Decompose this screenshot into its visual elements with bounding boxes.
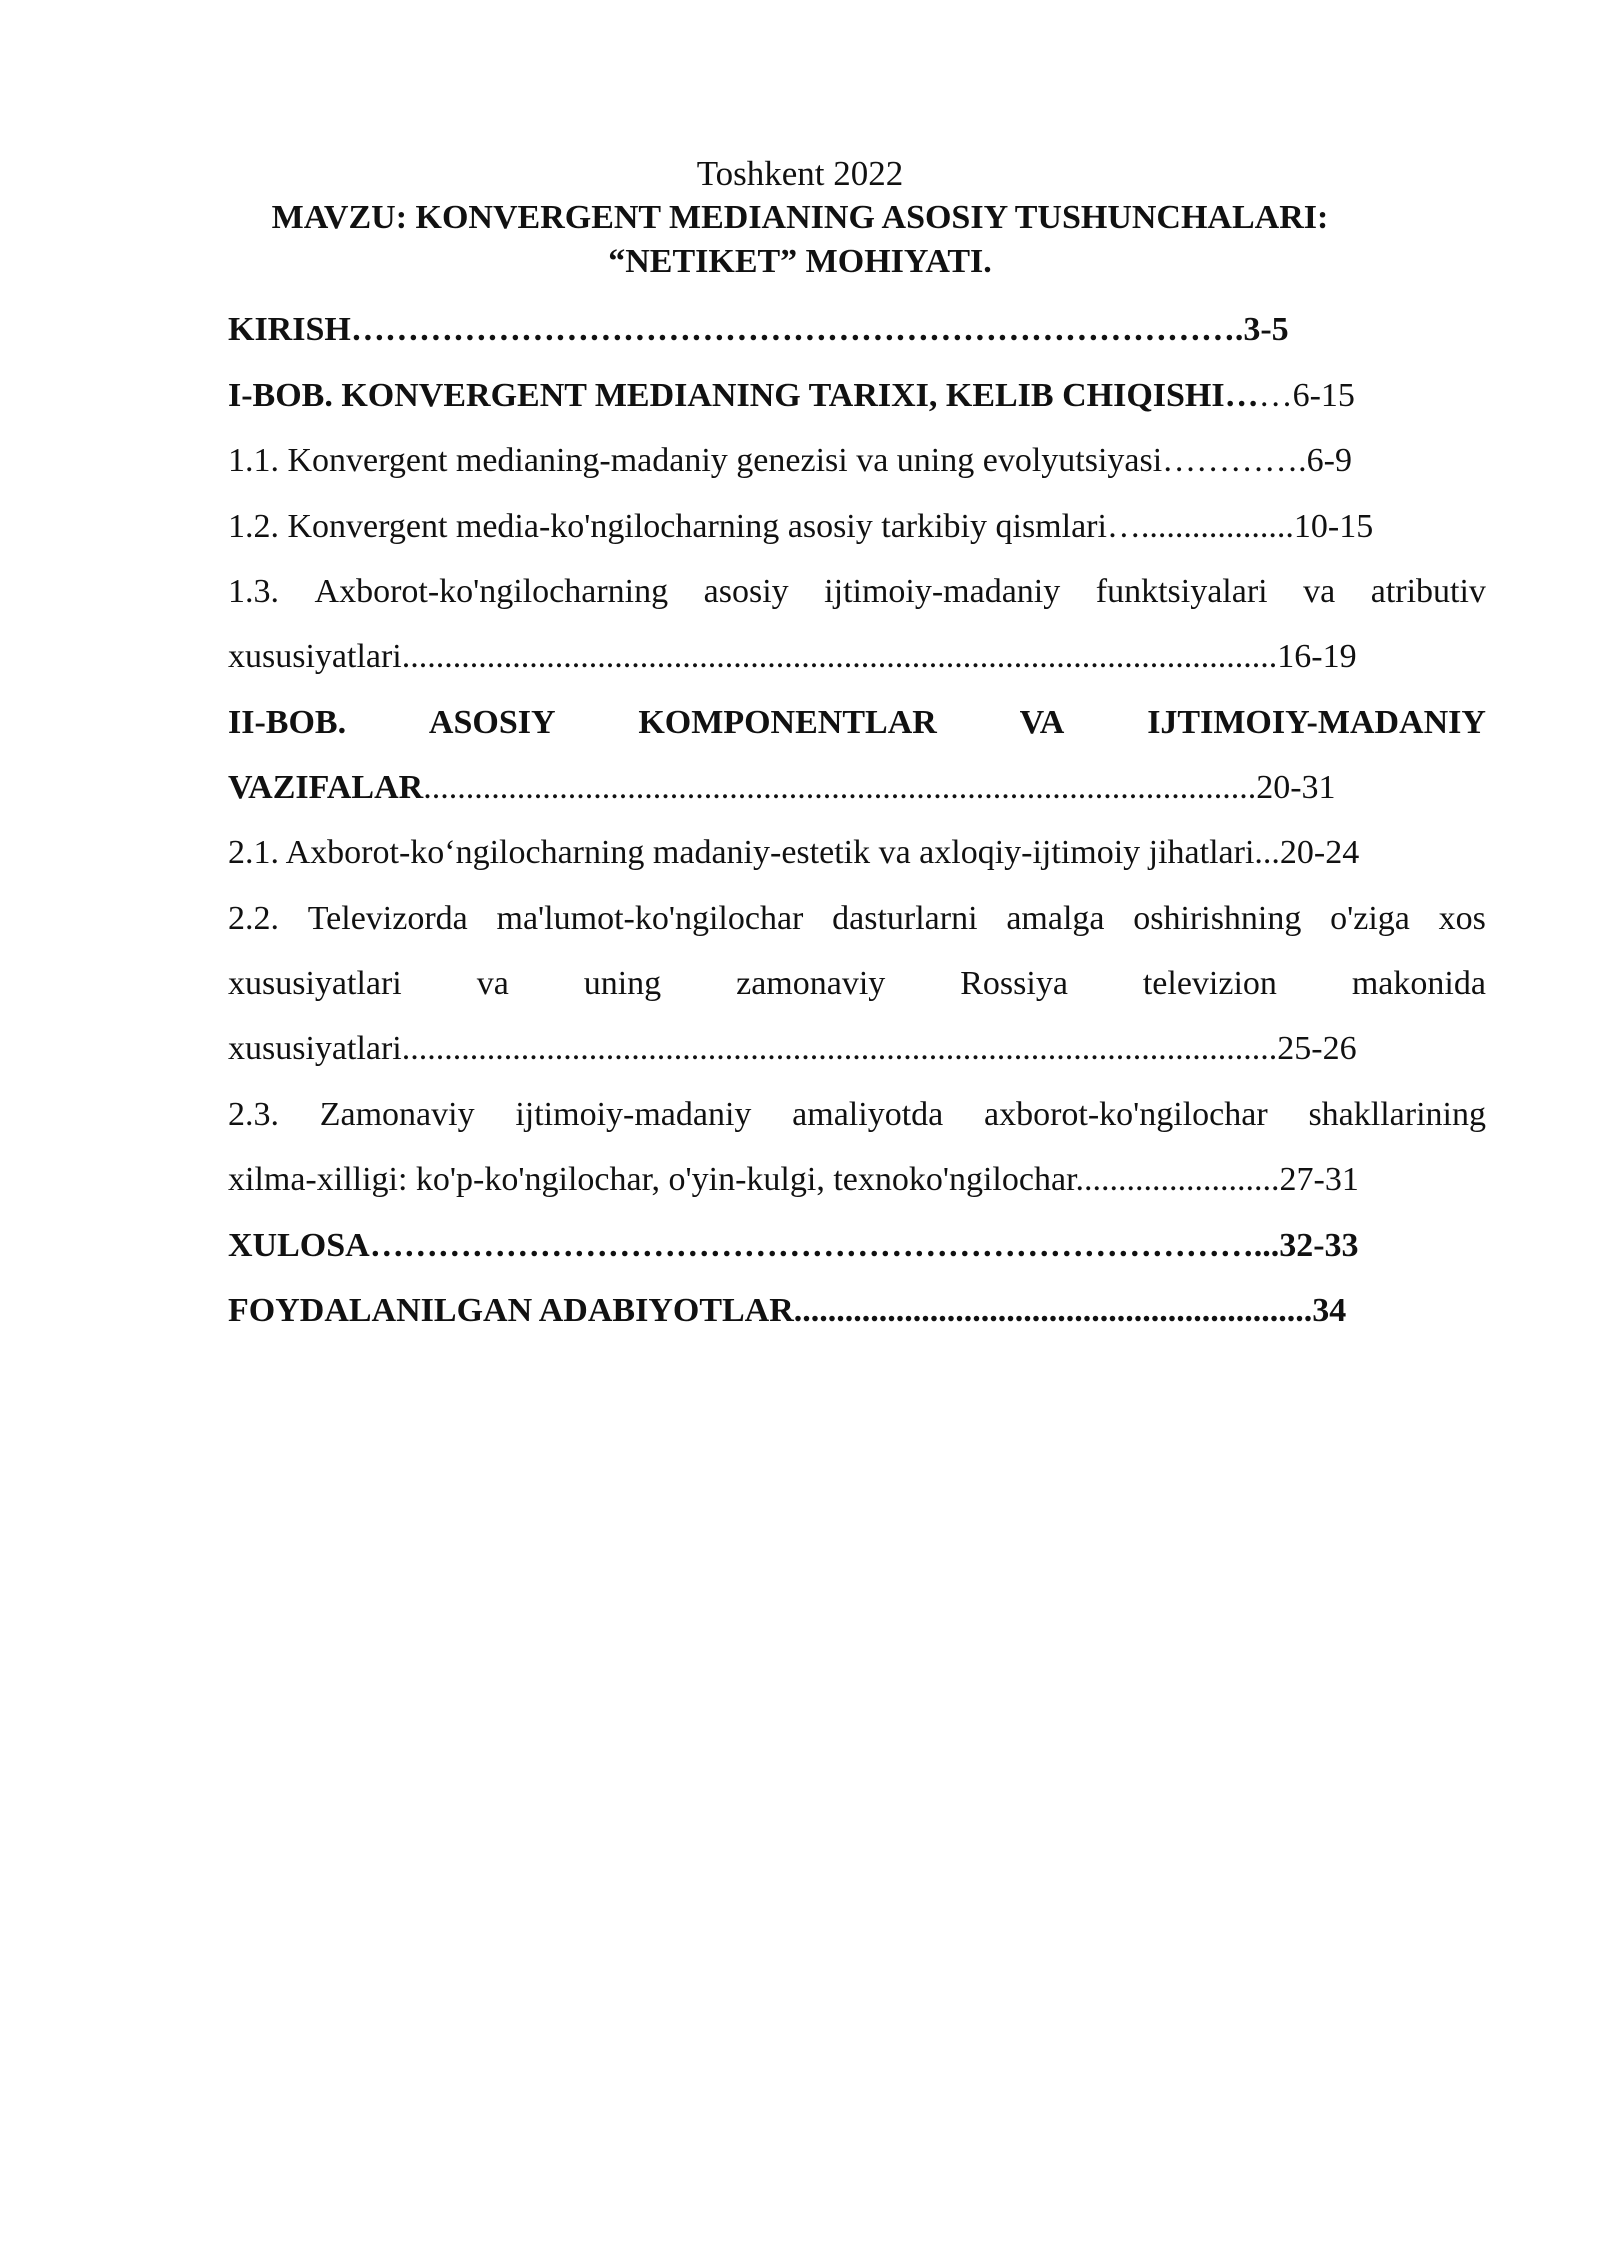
toc-word: 2.3. — [228, 1096, 279, 1133]
toc-word: amalga — [1006, 900, 1105, 937]
toc-entry-1-3-line-2: xususiyatlari.......................................................................................................16-19 — [228, 638, 1357, 675]
toc-word: shakllarining — [1308, 1096, 1486, 1133]
toc-word: ma'lumot-ko'ngilochar — [496, 900, 804, 937]
toc-word: o'ziga — [1330, 900, 1410, 937]
toc-word: va — [476, 965, 509, 1002]
toc-entry-chapter-1 — [228, 372, 1355, 420]
toc-word: oshirishning — [1133, 900, 1302, 937]
toc-word: KOMPONENTLAR — [638, 704, 937, 741]
toc-word: dasturlarni — [832, 900, 978, 937]
toc-word: IJTIMOIY-MADANIY — [1147, 704, 1486, 741]
toc-entry-xulosa: XULOSA……………………………………………………………………...32-33 — [228, 1227, 1359, 1264]
toc-word: ASOSIY — [428, 704, 556, 741]
topic-title-line-2: “NETIKET” MOHIYATI. — [608, 243, 992, 280]
toc-word: VA — [1019, 704, 1065, 741]
toc-word: televizion — [1142, 965, 1277, 1002]
toc-word: 1.3. — [228, 573, 279, 610]
toc-entry-chapter-2-line-1 — [228, 699, 1486, 747]
toc-word: va — [1303, 573, 1336, 610]
toc-chapter-1-title: I-BOB. KONVERGENT MEDIANING TARIXI, KELIB CHIQISHI… — [228, 377, 1259, 414]
toc-word: axborot-ko'ngilochar — [983, 1096, 1268, 1133]
toc-word: uning — [583, 965, 662, 1002]
toc-word: xususiyatlari — [228, 965, 402, 1002]
toc-word: makonida — [1351, 965, 1486, 1002]
city-year: Toshkent 2022 — [696, 154, 904, 193]
toc-word: 2.2. — [228, 900, 279, 937]
toc-word: atributiv — [1370, 573, 1486, 610]
topic-title — [0, 196, 1600, 284]
toc-entry-1-1: 1.1. Konvergent medianing-madaniy genezisi va uning evolyutsiyasi………….6-9 — [228, 442, 1352, 479]
toc-word: ijtimoiy-madaniy — [515, 1096, 752, 1133]
toc-word: Rossiya — [960, 965, 1068, 1002]
toc-entry-1-2: 1.2. Konvergent media-ko'ngilocharning asosiy tarkibiy qismlari…..................10-15 — [228, 508, 1374, 545]
toc-entry-1-3-line-1 — [228, 568, 1486, 616]
toc-entry-2-2-line-2 — [228, 960, 1486, 1008]
toc-word: xos — [1438, 900, 1486, 937]
toc-word: Axborot-ko'ngilocharning — [314, 573, 669, 610]
toc-entry-adabiyotlar: FOYDALANILGAN ADABIYOTLAR.............................................................34 — [228, 1292, 1347, 1329]
toc-entry-chapter-2-line-2 — [228, 764, 1336, 812]
toc-word: amaliyotda — [792, 1096, 944, 1133]
toc-entry-2-1: 2.1. Axborot-ko‘ngilocharning madaniy-estetik va axloqiy-ijtimoiy jihatlari...20-24 — [228, 834, 1360, 871]
toc-entry-kirish: KIRISH…………………………………………………………………….3-5 — [228, 311, 1289, 348]
toc-entry-2-3-line-2: xilma-xilligi: ko'p-ko'ngilochar, o'yin-kulgi, texnoko'ngilochar........................27-31 — [228, 1161, 1359, 1198]
toc-chapter-2-title-end: VAZIFALAR — [228, 769, 424, 806]
toc-chapter-1-pages: …6-15 — [1258, 377, 1355, 414]
toc-word: asosiy — [703, 573, 789, 610]
toc-entry-2-3-line-1 — [228, 1091, 1486, 1139]
topic-title-line-1: MAVZU: KONVERGENT MEDIANING ASOSIY TUSHUNCHALARI: — [271, 199, 1329, 236]
toc-word: Zamonaviy — [319, 1096, 475, 1133]
toc-word: zamonaviy — [736, 965, 886, 1002]
toc-entry-2-2-line-1 — [228, 895, 1486, 943]
toc-entry-2-2-line-3: xususiyatlari.......................................................................................................25-26 — [228, 1030, 1357, 1067]
toc-word: funktsiyalari — [1095, 573, 1268, 610]
toc-chapter-2-pages: ..................................................................................................20-31 — [423, 769, 1336, 806]
toc-word: ijtimoiy-madaniy — [824, 573, 1061, 610]
toc-word: II-BOB. — [228, 704, 347, 741]
toc-word: Televizorda — [307, 900, 468, 937]
